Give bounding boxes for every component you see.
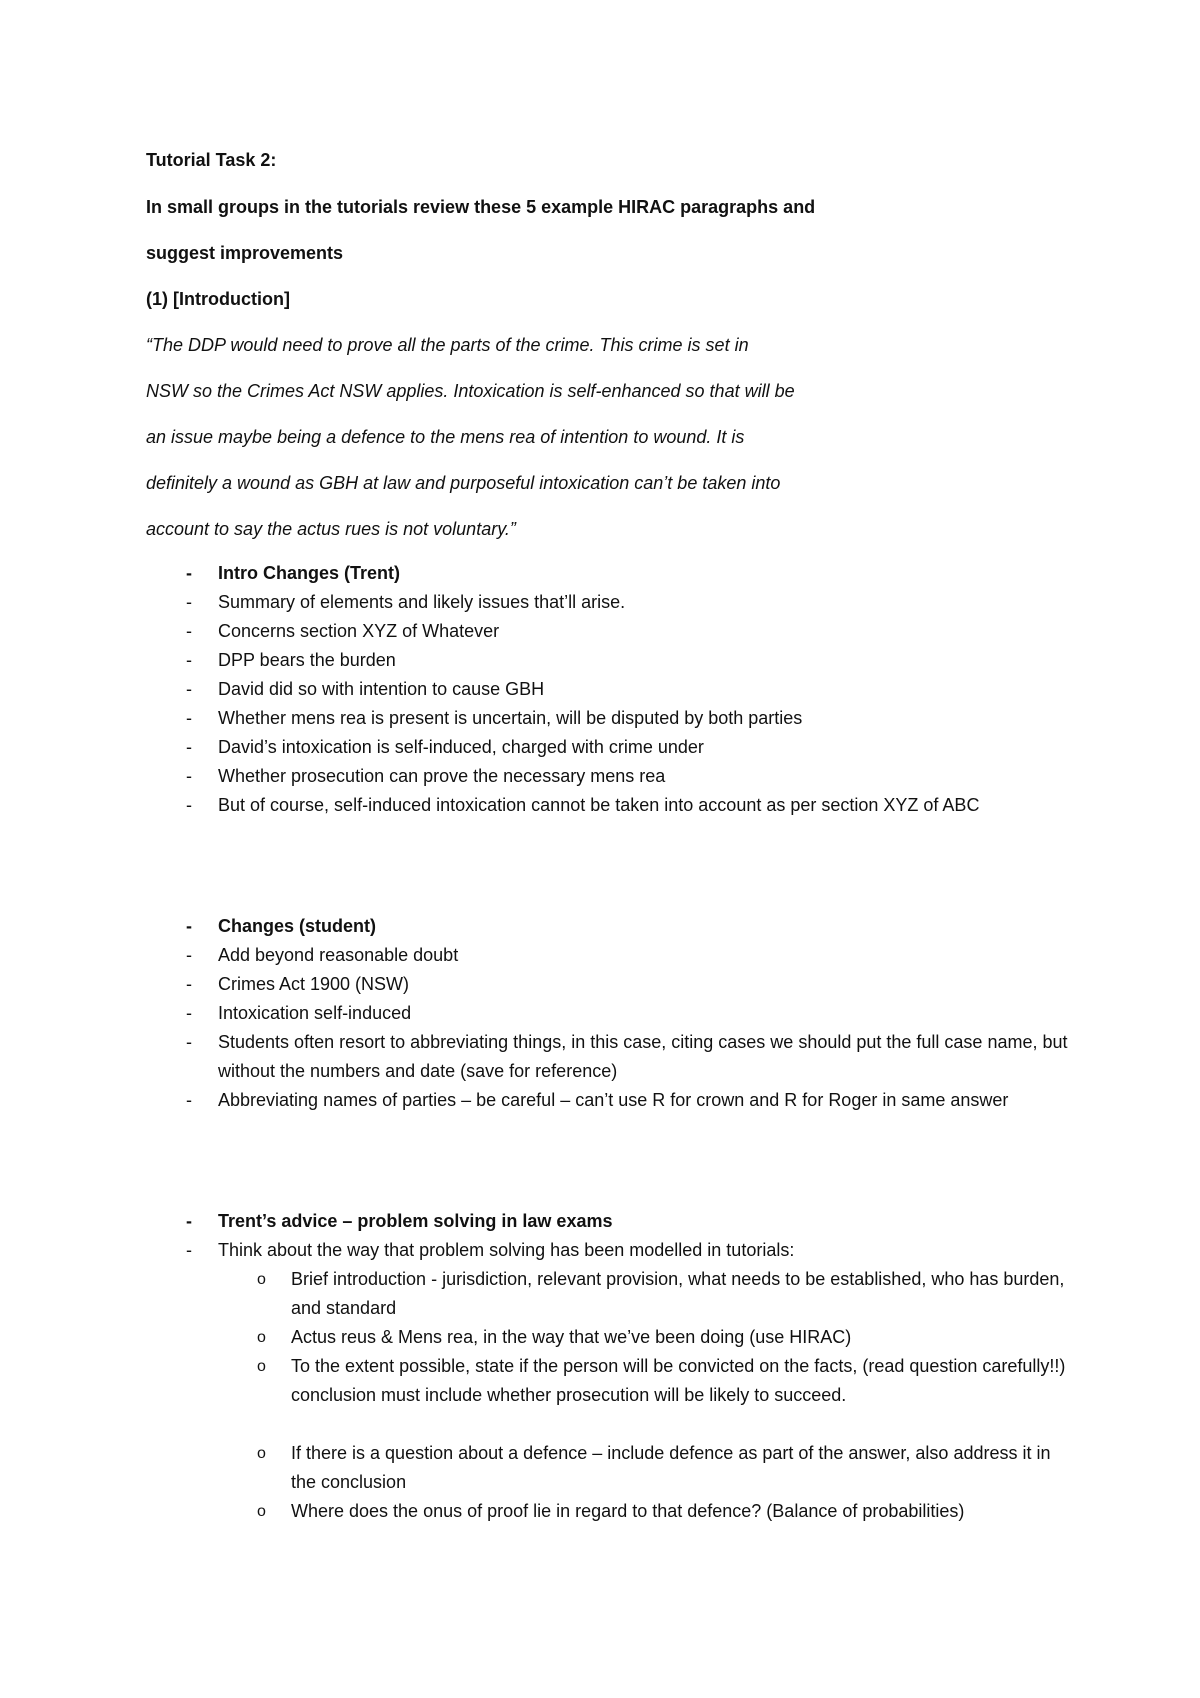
dash-bullet: - (186, 1240, 192, 1260)
sub-list-item-text: If there is a question about a defence – include defence as part of the answer, also address it in the conclusion (291, 1443, 1051, 1492)
dash-bullet: - (186, 1032, 192, 1052)
dash-bullet: - (186, 1090, 192, 1110)
sub-list-item-text: Where does the onus of proof lie in regard to that defence? (Balance of probabilities) (291, 1501, 965, 1521)
circle-bullet: o (257, 1329, 266, 1346)
circle-bullet: o (257, 1271, 266, 1288)
sub-list-item-text: Brief introduction - jurisdiction, relevant provision, what needs to be established, who has burden, and standard (291, 1269, 1065, 1318)
circle-bullet: o (257, 1358, 266, 1375)
intro-changes-heading: Intro Changes (Trent) (218, 563, 401, 583)
example-paragraph-line: definitely a wound as GBH at law and purposeful intoxication can’t be taken into (146, 473, 781, 493)
list-item-text: But of course, self-induced intoxication cannot be taken into account as per section XYZ of ABC (218, 795, 980, 815)
student-changes-heading: Changes (student) (218, 916, 377, 936)
list-item-text: Students often resort to abbreviating things, in this case, citing cases we should put the full case name, but without the numbers and date (save for reference) (218, 1032, 1068, 1081)
example-paragraph-line: “The DDP would need to prove all the parts of the crime. This crime is set in (146, 335, 749, 355)
dash-bullet: - (186, 1211, 192, 1231)
dash-bullet: - (186, 1003, 192, 1023)
sub-list-item-text: To the extent possible, state if the person will be convicted on the facts, (read question carefully!!) conclusion must include whether prosecution will be likely to succeed. (291, 1356, 1066, 1405)
list-item-text: David did so with intention to cause GBH (218, 679, 545, 699)
dash-bullet: - (186, 621, 192, 641)
instruction-line-1: In small groups in the tutorials review these 5 example HIRAC paragraphs and (146, 197, 816, 217)
dash-bullet: - (186, 916, 192, 936)
dash-bullet: - (186, 592, 192, 612)
list-item-text: Whether mens rea is present is uncertain, will be disputed by both parties (218, 708, 803, 728)
dash-bullet: - (186, 795, 192, 815)
advice-heading: Trent’s advice – problem solving in law exams (218, 1211, 613, 1231)
dash-bullet: - (186, 708, 192, 728)
dash-bullet: - (186, 650, 192, 670)
sub-list-item-text: Actus reus & Mens rea, in the way that we’ve been doing (use HIRAC) (291, 1327, 852, 1347)
example-paragraph-line: account to say the actus rues is not voluntary.” (146, 519, 516, 539)
dash-bullet: - (186, 766, 192, 786)
instruction-line-2: suggest improvements (146, 243, 344, 263)
document-title: Tutorial Task 2: (146, 150, 277, 170)
circle-bullet: o (257, 1503, 266, 1520)
dash-bullet: - (186, 679, 192, 699)
list-item-text: Abbreviating names of parties – be careful – can’t use R for crown and R for Roger in same answer (218, 1090, 1009, 1110)
dash-bullet: - (186, 974, 192, 994)
list-item-text: Intoxication self-induced (218, 1003, 412, 1023)
list-item-text: Concerns section XYZ of Whatever (218, 621, 500, 641)
list-item-text: David’s intoxication is self-induced, charged with crime under (218, 737, 704, 757)
section-heading: (1) [Introduction] (146, 289, 290, 309)
dash-bullet: - (186, 737, 192, 757)
dash-bullet: - (186, 945, 192, 965)
example-paragraph-line: NSW so the Crimes Act NSW applies. Intoxication is self-enhanced so that will be (146, 381, 795, 401)
list-item-text: Whether prosecution can prove the necessary mens rea (218, 766, 666, 786)
list-item-text: Add beyond reasonable doubt (218, 945, 459, 965)
list-item-text: Crimes Act 1900 (NSW) (218, 974, 410, 994)
list-item-text: DPP bears the burden (218, 650, 396, 670)
example-paragraph-line: an issue maybe being a defence to the mens rea of intention to wound. It is (146, 427, 745, 447)
list-item-text: Summary of elements and likely issues that’ll arise. (218, 592, 626, 612)
dash-bullet: - (186, 563, 192, 583)
circle-bullet: o (257, 1445, 266, 1462)
advice-lead: Think about the way that problem solving has been modelled in tutorials: (218, 1240, 795, 1260)
